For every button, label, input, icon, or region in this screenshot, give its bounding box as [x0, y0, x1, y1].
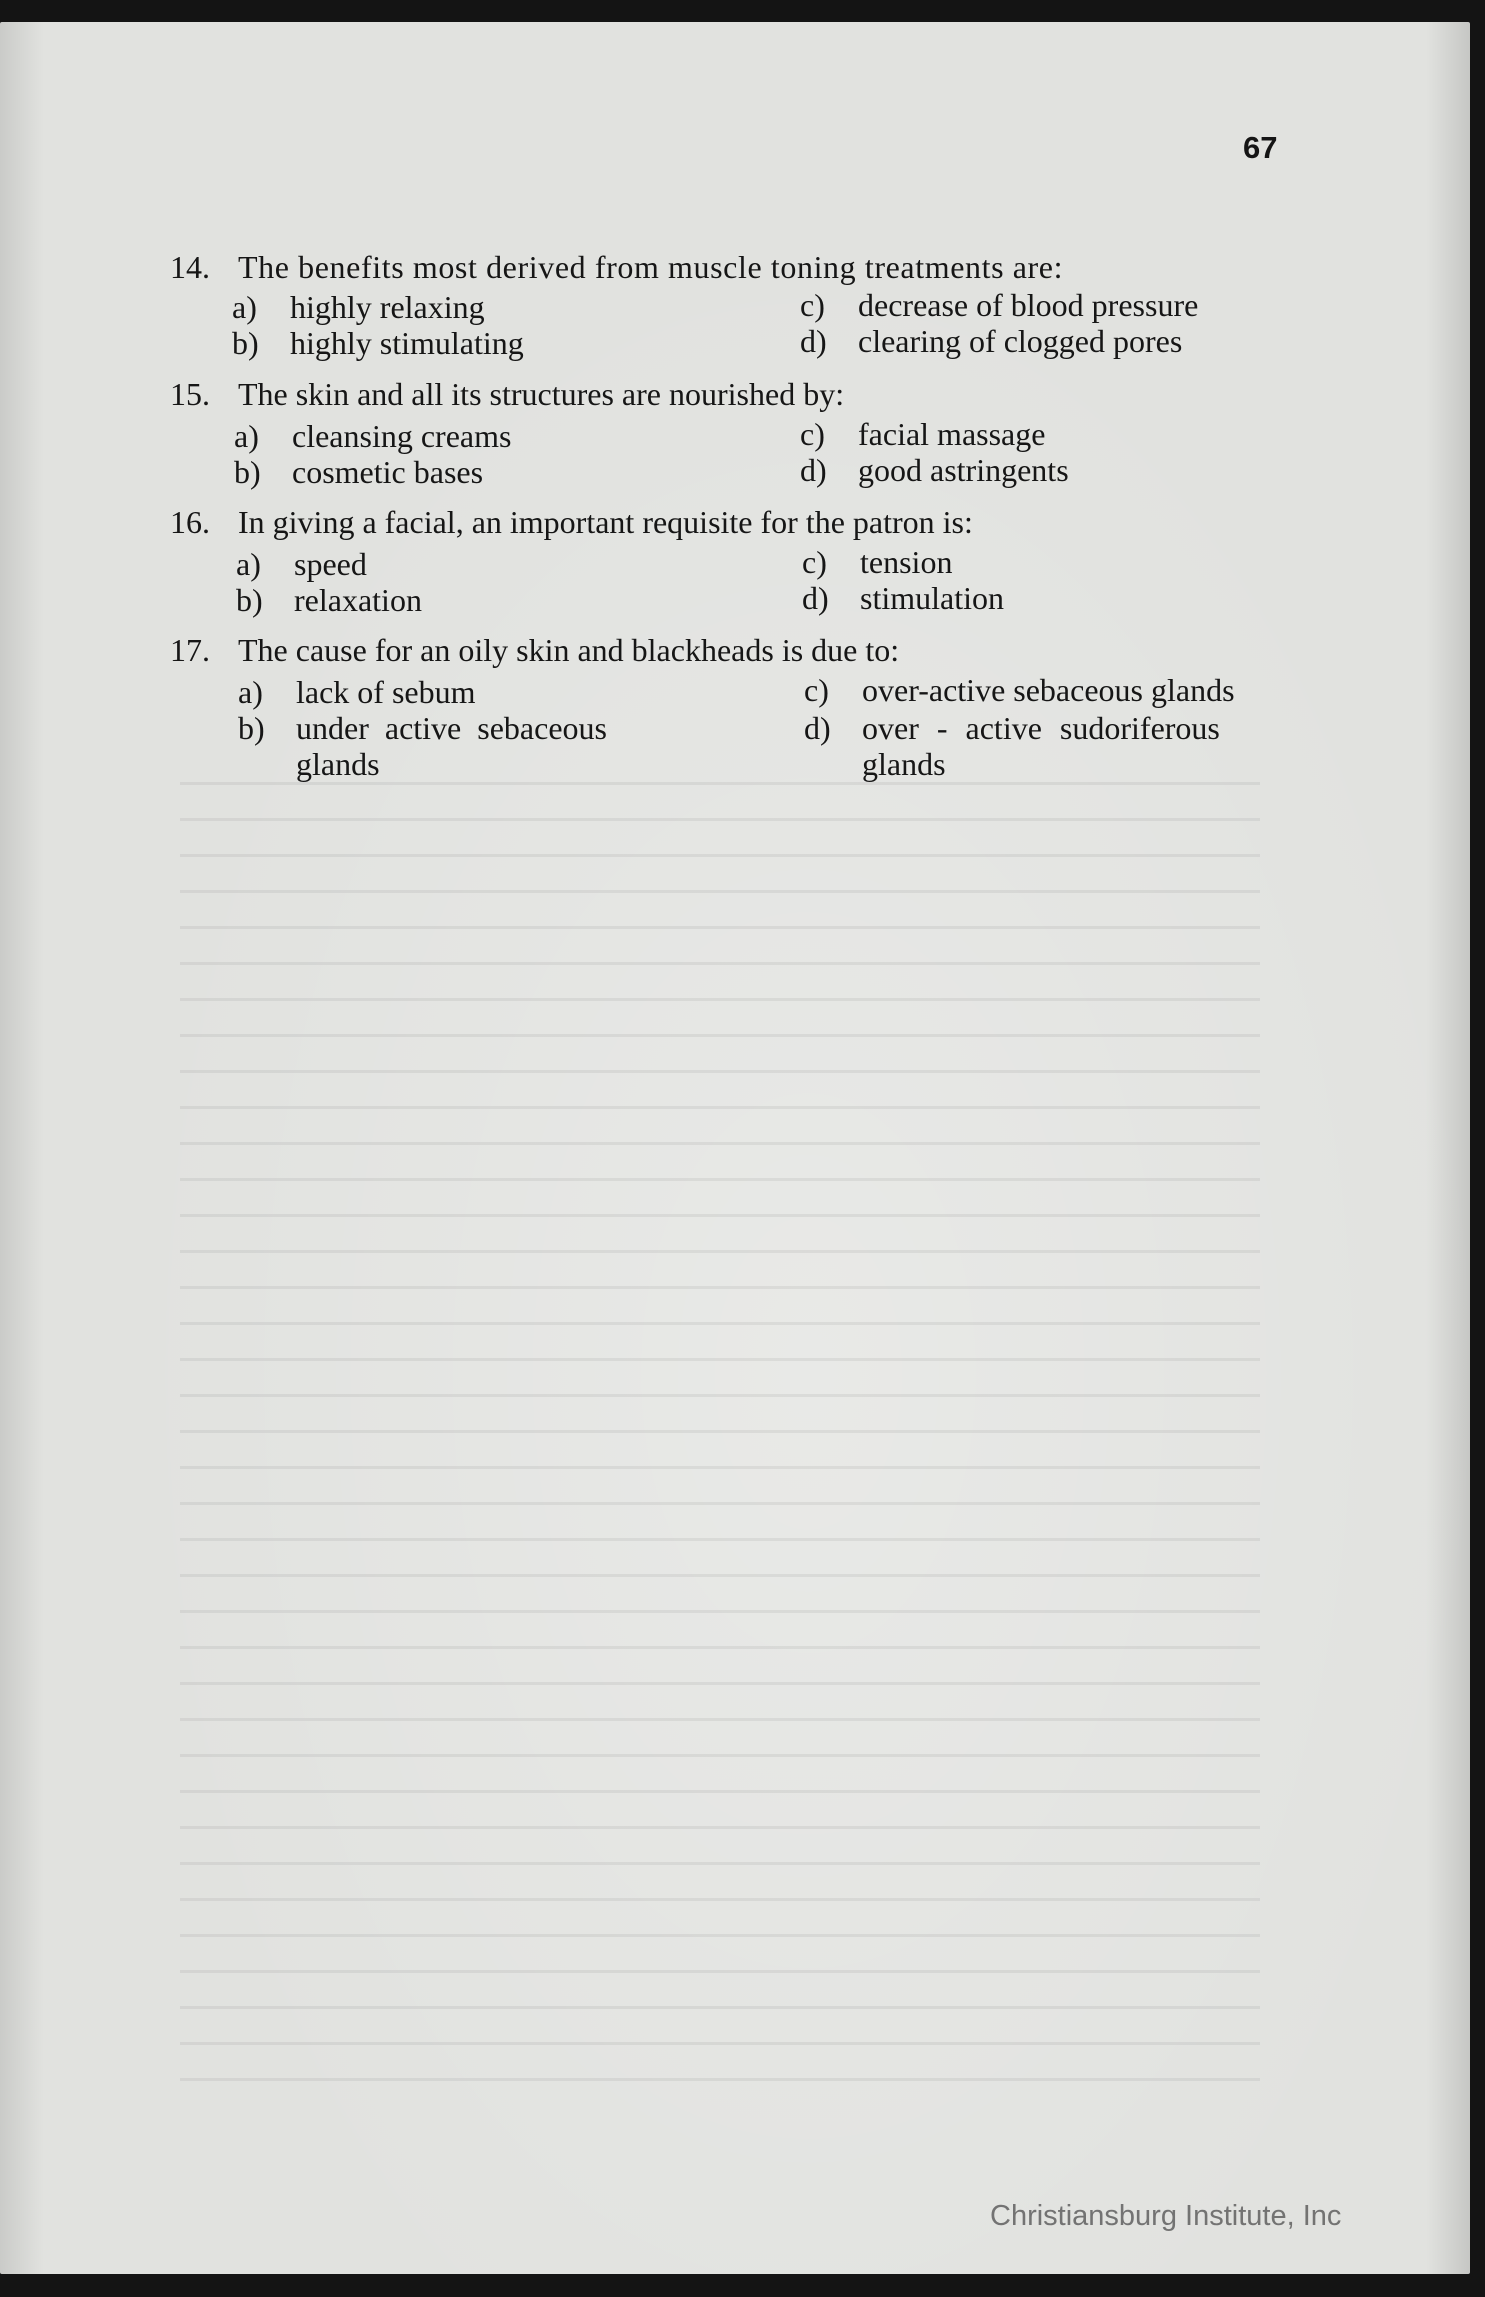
option-letter: a) [234, 418, 259, 454]
option-text: stimulation [860, 580, 1004, 616]
question-14 [170, 247, 1290, 361]
option-text: over-active sebaceous glands [862, 672, 1235, 708]
option-b [238, 710, 678, 782]
option-letter: d) [802, 580, 829, 616]
option-text: good astringents [858, 452, 1069, 488]
option-text: relaxation [294, 582, 422, 618]
option-b [234, 454, 483, 490]
question-number: 17. [170, 632, 210, 668]
option-text: facial massage [858, 416, 1046, 452]
option-letter: d) [800, 323, 827, 359]
option-letter: c) [802, 544, 827, 580]
option-letter: c) [804, 672, 829, 708]
question-number: 14. [170, 249, 210, 285]
option-text: cleansing creams [292, 418, 512, 454]
option-letter: c) [800, 416, 825, 452]
option-d [800, 323, 1182, 359]
question-text: The benefits most derived from muscle toning treatments are: [238, 249, 1064, 285]
option-d [802, 580, 1004, 616]
question-text: In giving a facial, an important requisite for the patron is: [238, 504, 973, 540]
option-a [236, 546, 367, 582]
option-text: highly stimulating [290, 325, 524, 361]
option-letter: b) [238, 710, 265, 746]
watermark-text: Christiansburg Institute, Inc [990, 2200, 1342, 2232]
question-text: The cause for an oily skin and blackheads is due to: [238, 632, 900, 668]
show-through-texture [180, 782, 1260, 2082]
question-16 [170, 502, 1290, 618]
option-d [800, 452, 1069, 488]
option-text: decrease of blood pressure [858, 287, 1199, 323]
option-letter: a) [236, 546, 261, 582]
option-text: highly relaxing [290, 289, 485, 325]
question-17 [170, 630, 1290, 782]
option-letter: c) [800, 287, 825, 323]
question-text: The skin and all its structures are nourished by: [238, 376, 845, 412]
question-stem [170, 630, 1290, 670]
option-text: cosmetic bases [292, 454, 484, 490]
option-letter: d) [800, 452, 827, 488]
option-c [800, 416, 1045, 452]
option-letter: a) [238, 674, 263, 710]
option-text: tension [860, 544, 953, 580]
option-a [238, 674, 476, 710]
question-stem [170, 374, 1290, 414]
option-d [804, 710, 1284, 782]
option-a [234, 418, 511, 454]
document-page [0, 22, 1470, 2274]
option-letter: b) [232, 325, 259, 361]
question-15 [170, 374, 1290, 490]
option-text: under active sebaceous glands [296, 710, 607, 782]
option-text: clearing of clogged pores [858, 323, 1183, 359]
option-b [232, 325, 524, 361]
option-text: lack of sebum [296, 674, 476, 710]
option-letter: a) [232, 289, 257, 325]
page-number: 67 [1243, 130, 1278, 165]
option-b [236, 582, 422, 618]
option-a [232, 289, 485, 325]
question-number: 16. [170, 504, 210, 540]
option-letter: b) [234, 454, 261, 490]
option-text: over - active sudoriferous glands [862, 710, 1220, 782]
question-stem [170, 247, 1290, 287]
option-text: speed [294, 546, 367, 582]
option-letter: d) [804, 710, 831, 746]
option-c [804, 672, 1235, 708]
question-stem [170, 502, 1290, 542]
option-c [800, 287, 1198, 323]
option-c [802, 544, 952, 580]
option-letter: b) [236, 582, 263, 618]
question-number: 15. [170, 376, 210, 412]
